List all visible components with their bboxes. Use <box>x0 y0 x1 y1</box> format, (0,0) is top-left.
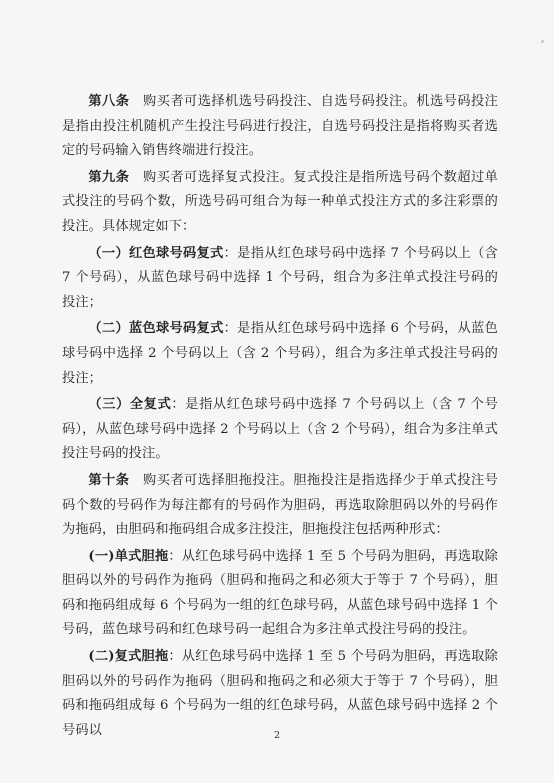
article-9-item-3-text: ：是指从红色球号码中选择 7 个号码以上（含 7 个号码），从蓝色球号码中选择 2 个号码以上（含 2 个号码），组合为多注单式投注号码的投注。 <box>62 397 498 462</box>
article-10 <box>62 469 498 543</box>
article-9-item-3 <box>62 393 498 467</box>
article-9-heading: 第九条 <box>88 169 130 185</box>
article-10-text: 购买者可选择胆拖投注。胆拖投注是指选择少于单式投注号码个数的号码作为每注都有的号码作为胆码，再选取除胆码以外的号码作为拖码，由胆码和拖码组合成多注投注，胆拖投注包括两种形式： <box>62 472 498 538</box>
scan-speck <box>541 40 544 43</box>
article-10-item-2-heading: (二)复式胆拖 <box>88 649 169 665</box>
article-8 <box>62 90 498 164</box>
article-9-item-2-text: ：是指从红色球号码中选择 6 个号码，从蓝色球号码中选择 2 个号码以上（含 2 个号码），组合为多注单式投注号码的投注； <box>62 321 499 386</box>
article-9-item-2-heading: （二）蓝色球号码复式 <box>88 321 224 337</box>
document-body <box>62 90 498 745</box>
article-9-item-3-heading: （三）全复式 <box>88 397 172 413</box>
article-10-item-1-text: ：从红色球号码中选择 1 至 5 个号码为胆码，再选取除胆码以外的号码作为拖码（胆码和拖码之和必须大于等于 7 个号码），胆码和拖码组成每 6 个号码为一组的红色球号码，从蓝色球号码中选择 1 个号码，蓝色球号码和红色球号码一起组合为多注单式投注号码的投注。 <box>62 548 499 638</box>
article-10-item-1-heading: (一)单式胆拖 <box>88 548 169 564</box>
article-9-item-1-text: ：是指从红色球号码中选择 7 个号码以上（含 7 个号码），从蓝色球号码中选择 1 个号码，组合为多注单式投注号码的投注； <box>62 245 499 310</box>
article-9-item-2 <box>62 317 498 391</box>
article-10-item-2 <box>62 645 498 743</box>
article-8-text: 购买者可选择机选号码投注、自选号码投注。机选号码投注是指由投注机随机产生投注号码进行投注，自选号码投注是指将购买者选定的号码输入销售终端进行投注。 <box>62 94 498 159</box>
article-10-heading: 第十条 <box>88 472 130 488</box>
article-9-item-1-heading: （一）红色球号码复式 <box>88 245 224 261</box>
article-10-item-1 <box>62 545 498 643</box>
article-8-heading: 第八条 <box>88 94 130 109</box>
article-9 <box>62 166 498 240</box>
article-9-text: 购买者可选择复式投注。复式投注是指所选号码个数超过单式投注的号码个数，所选号码可组合为每一种单式投注方式的多注彩票的投注。具体规定如下： <box>62 169 498 234</box>
article-10-item-2-text: ：从红色球号码中选择 1 至 5 个号码为胆码，再选取除胆码以外的号码作为拖码（胆码和拖码之和必须大于等于 7 个号码），胆码和拖码组成每 6 个号码为一组的红色球号码，从蓝色球号码中选择 2 个号码以 <box>62 649 499 738</box>
article-9-item-1 <box>62 242 498 316</box>
page-number: 2 <box>273 730 281 741</box>
